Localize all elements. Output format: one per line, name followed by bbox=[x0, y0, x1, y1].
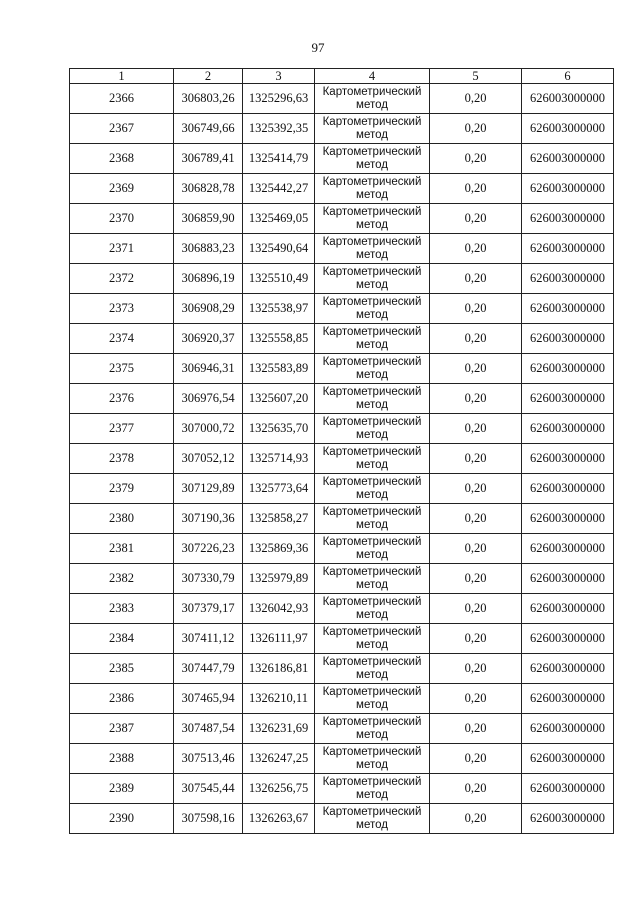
table-row bbox=[70, 804, 614, 834]
cell-code: 626003000000 bbox=[522, 174, 614, 204]
table-row bbox=[70, 144, 614, 174]
cell-accuracy: 0,20 bbox=[430, 294, 522, 324]
cell-y-coordinate: 1326111,97 bbox=[243, 624, 315, 654]
cell-accuracy: 0,20 bbox=[430, 264, 522, 294]
cell-code: 626003000000 bbox=[522, 654, 614, 684]
cell-code: 626003000000 bbox=[522, 774, 614, 804]
header-col-2: 2 bbox=[174, 69, 243, 84]
cell-code: 626003000000 bbox=[522, 714, 614, 744]
cell-accuracy: 0,20 bbox=[430, 624, 522, 654]
table-row bbox=[70, 624, 614, 654]
cell-method: Картометрический метод bbox=[315, 444, 430, 474]
cell-x-coordinate: 306976,54 bbox=[174, 384, 243, 414]
cell-method: Картометрический метод bbox=[315, 324, 430, 354]
table-row bbox=[70, 384, 614, 414]
cell-accuracy: 0,20 bbox=[430, 414, 522, 444]
cell-code: 626003000000 bbox=[522, 204, 614, 234]
cell-x-coordinate: 307545,44 bbox=[174, 774, 243, 804]
cell-method: Картометрический метод bbox=[315, 114, 430, 144]
cell-accuracy: 0,20 bbox=[430, 654, 522, 684]
cell-code: 626003000000 bbox=[522, 144, 614, 174]
header-col-1: 1 bbox=[70, 69, 174, 84]
cell-y-coordinate: 1325607,20 bbox=[243, 384, 315, 414]
cell-x-coordinate: 306896,19 bbox=[174, 264, 243, 294]
cell-method: Картометрический метод bbox=[315, 504, 430, 534]
cell-accuracy: 0,20 bbox=[430, 324, 522, 354]
table-row bbox=[70, 504, 614, 534]
table-row bbox=[70, 84, 614, 114]
cell-x-coordinate: 306883,23 bbox=[174, 234, 243, 264]
header-col-5: 5 bbox=[430, 69, 522, 84]
cell-code: 626003000000 bbox=[522, 594, 614, 624]
cell-x-coordinate: 306749,66 bbox=[174, 114, 243, 144]
cell-point-number: 2366 bbox=[70, 84, 174, 114]
cell-x-coordinate: 307447,79 bbox=[174, 654, 243, 684]
cell-y-coordinate: 1325469,05 bbox=[243, 204, 315, 234]
cell-point-number: 2374 bbox=[70, 324, 174, 354]
table-row bbox=[70, 744, 614, 774]
cell-accuracy: 0,20 bbox=[430, 744, 522, 774]
cell-y-coordinate: 1325442,27 bbox=[243, 174, 315, 204]
table-body bbox=[70, 84, 614, 834]
cell-x-coordinate: 307598,16 bbox=[174, 804, 243, 834]
cell-y-coordinate: 1325773,64 bbox=[243, 474, 315, 504]
table-row bbox=[70, 564, 614, 594]
coordinates-table bbox=[69, 68, 614, 834]
cell-y-coordinate: 1325583,89 bbox=[243, 354, 315, 384]
cell-method: Картометрический метод bbox=[315, 354, 430, 384]
cell-method: Картометрический метод bbox=[315, 774, 430, 804]
cell-accuracy: 0,20 bbox=[430, 84, 522, 114]
table-row bbox=[70, 294, 614, 324]
cell-method: Картометрический метод bbox=[315, 204, 430, 234]
cell-x-coordinate: 307190,36 bbox=[174, 504, 243, 534]
cell-code: 626003000000 bbox=[522, 234, 614, 264]
cell-y-coordinate: 1325510,49 bbox=[243, 264, 315, 294]
cell-method: Картометрический метод bbox=[315, 654, 430, 684]
cell-y-coordinate: 1325392,35 bbox=[243, 114, 315, 144]
cell-point-number: 2368 bbox=[70, 144, 174, 174]
cell-code: 626003000000 bbox=[522, 474, 614, 504]
cell-y-coordinate: 1326247,25 bbox=[243, 744, 315, 774]
cell-x-coordinate: 307513,46 bbox=[174, 744, 243, 774]
cell-x-coordinate: 307379,17 bbox=[174, 594, 243, 624]
cell-accuracy: 0,20 bbox=[430, 384, 522, 414]
header-row bbox=[70, 69, 614, 84]
cell-method: Картометрический метод bbox=[315, 264, 430, 294]
cell-point-number: 2379 bbox=[70, 474, 174, 504]
cell-x-coordinate: 307465,94 bbox=[174, 684, 243, 714]
cell-method: Картометрический метод bbox=[315, 294, 430, 324]
cell-code: 626003000000 bbox=[522, 414, 614, 444]
cell-method: Картометрический метод bbox=[315, 174, 430, 204]
table-row bbox=[70, 324, 614, 354]
cell-x-coordinate: 306859,90 bbox=[174, 204, 243, 234]
cell-code: 626003000000 bbox=[522, 534, 614, 564]
cell-code: 626003000000 bbox=[522, 114, 614, 144]
cell-method: Картометрический метод bbox=[315, 534, 430, 564]
cell-x-coordinate: 307129,89 bbox=[174, 474, 243, 504]
cell-code: 626003000000 bbox=[522, 804, 614, 834]
cell-y-coordinate: 1326256,75 bbox=[243, 774, 315, 804]
table-row bbox=[70, 264, 614, 294]
cell-x-coordinate: 307411,12 bbox=[174, 624, 243, 654]
cell-method: Картометрический метод bbox=[315, 684, 430, 714]
cell-code: 626003000000 bbox=[522, 324, 614, 354]
header-col-3: 3 bbox=[243, 69, 315, 84]
cell-y-coordinate: 1325635,70 bbox=[243, 414, 315, 444]
cell-accuracy: 0,20 bbox=[430, 504, 522, 534]
cell-point-number: 2373 bbox=[70, 294, 174, 324]
cell-accuracy: 0,20 bbox=[430, 444, 522, 474]
cell-accuracy: 0,20 bbox=[430, 564, 522, 594]
cell-point-number: 2383 bbox=[70, 594, 174, 624]
table-row bbox=[70, 114, 614, 144]
table-row bbox=[70, 594, 614, 624]
cell-accuracy: 0,20 bbox=[430, 204, 522, 234]
cell-x-coordinate: 306908,29 bbox=[174, 294, 243, 324]
cell-method: Картометрический метод bbox=[315, 714, 430, 744]
table-row bbox=[70, 444, 614, 474]
cell-point-number: 2372 bbox=[70, 264, 174, 294]
cell-method: Картометрический метод bbox=[315, 744, 430, 774]
table-header bbox=[70, 69, 614, 84]
cell-point-number: 2387 bbox=[70, 714, 174, 744]
cell-code: 626003000000 bbox=[522, 504, 614, 534]
table-row bbox=[70, 774, 614, 804]
cell-code: 626003000000 bbox=[522, 564, 614, 594]
cell-method: Картометрический метод bbox=[315, 474, 430, 504]
cell-y-coordinate: 1326231,69 bbox=[243, 714, 315, 744]
table-row bbox=[70, 534, 614, 564]
cell-method: Картометрический метод bbox=[315, 564, 430, 594]
cell-x-coordinate: 307052,12 bbox=[174, 444, 243, 474]
cell-y-coordinate: 1325979,89 bbox=[243, 564, 315, 594]
cell-point-number: 2370 bbox=[70, 204, 174, 234]
cell-point-number: 2382 bbox=[70, 564, 174, 594]
cell-point-number: 2384 bbox=[70, 624, 174, 654]
cell-code: 626003000000 bbox=[522, 744, 614, 774]
cell-accuracy: 0,20 bbox=[430, 534, 522, 564]
cell-point-number: 2385 bbox=[70, 654, 174, 684]
cell-x-coordinate: 307000,72 bbox=[174, 414, 243, 444]
cell-code: 626003000000 bbox=[522, 264, 614, 294]
cell-accuracy: 0,20 bbox=[430, 774, 522, 804]
cell-accuracy: 0,20 bbox=[430, 684, 522, 714]
table-row bbox=[70, 414, 614, 444]
cell-code: 626003000000 bbox=[522, 624, 614, 654]
cell-y-coordinate: 1325538,97 bbox=[243, 294, 315, 324]
cell-point-number: 2389 bbox=[70, 774, 174, 804]
cell-x-coordinate: 306789,41 bbox=[174, 144, 243, 174]
cell-y-coordinate: 1325858,27 bbox=[243, 504, 315, 534]
cell-accuracy: 0,20 bbox=[430, 144, 522, 174]
cell-y-coordinate: 1325558,85 bbox=[243, 324, 315, 354]
cell-point-number: 2381 bbox=[70, 534, 174, 564]
cell-accuracy: 0,20 bbox=[430, 714, 522, 744]
cell-x-coordinate: 306920,37 bbox=[174, 324, 243, 354]
cell-code: 626003000000 bbox=[522, 384, 614, 414]
cell-method: Картометрический метод bbox=[315, 384, 430, 414]
cell-point-number: 2378 bbox=[70, 444, 174, 474]
cell-y-coordinate: 1326210,11 bbox=[243, 684, 315, 714]
table-row bbox=[70, 204, 614, 234]
cell-point-number: 2369 bbox=[70, 174, 174, 204]
cell-method: Картометрический метод bbox=[315, 804, 430, 834]
cell-code: 626003000000 bbox=[522, 354, 614, 384]
header-col-4: 4 bbox=[315, 69, 430, 84]
cell-point-number: 2390 bbox=[70, 804, 174, 834]
cell-method: Картометрический метод bbox=[315, 594, 430, 624]
cell-accuracy: 0,20 bbox=[430, 804, 522, 834]
cell-method: Картометрический метод bbox=[315, 624, 430, 654]
cell-y-coordinate: 1325490,64 bbox=[243, 234, 315, 264]
cell-x-coordinate: 306828,78 bbox=[174, 174, 243, 204]
cell-y-coordinate: 1326263,67 bbox=[243, 804, 315, 834]
cell-x-coordinate: 307330,79 bbox=[174, 564, 243, 594]
cell-point-number: 2367 bbox=[70, 114, 174, 144]
cell-code: 626003000000 bbox=[522, 684, 614, 714]
cell-point-number: 2380 bbox=[70, 504, 174, 534]
cell-x-coordinate: 306946,31 bbox=[174, 354, 243, 384]
table-row bbox=[70, 474, 614, 504]
cell-y-coordinate: 1326042,93 bbox=[243, 594, 315, 624]
cell-accuracy: 0,20 bbox=[430, 594, 522, 624]
cell-point-number: 2388 bbox=[70, 744, 174, 774]
cell-accuracy: 0,20 bbox=[430, 174, 522, 204]
table-row bbox=[70, 234, 614, 264]
header-col-6: 6 bbox=[522, 69, 614, 84]
cell-x-coordinate: 307487,54 bbox=[174, 714, 243, 744]
page-number: 97 bbox=[311, 40, 325, 55]
cell-method: Картометрический метод bbox=[315, 234, 430, 264]
cell-method: Картометрический метод bbox=[315, 84, 430, 114]
cell-code: 626003000000 bbox=[522, 444, 614, 474]
cell-y-coordinate: 1325414,79 bbox=[243, 144, 315, 174]
table-row bbox=[70, 354, 614, 384]
cell-x-coordinate: 306803,26 bbox=[174, 84, 243, 114]
table-row bbox=[70, 714, 614, 744]
cell-point-number: 2375 bbox=[70, 354, 174, 384]
cell-y-coordinate: 1325714,93 bbox=[243, 444, 315, 474]
cell-x-coordinate: 307226,23 bbox=[174, 534, 243, 564]
cell-y-coordinate: 1325869,36 bbox=[243, 534, 315, 564]
table-row bbox=[70, 174, 614, 204]
cell-accuracy: 0,20 bbox=[430, 474, 522, 504]
cell-accuracy: 0,20 bbox=[430, 354, 522, 384]
table-row bbox=[70, 654, 614, 684]
cell-accuracy: 0,20 bbox=[430, 234, 522, 264]
cell-code: 626003000000 bbox=[522, 84, 614, 114]
cell-method: Картометрический метод bbox=[315, 414, 430, 444]
cell-method: Картометрический метод bbox=[315, 144, 430, 174]
cell-accuracy: 0,20 bbox=[430, 114, 522, 144]
cell-point-number: 2386 bbox=[70, 684, 174, 714]
cell-point-number: 2376 bbox=[70, 384, 174, 414]
cell-y-coordinate: 1326186,81 bbox=[243, 654, 315, 684]
table-row bbox=[70, 684, 614, 714]
cell-point-number: 2371 bbox=[70, 234, 174, 264]
cell-y-coordinate: 1325296,63 bbox=[243, 84, 315, 114]
cell-code: 626003000000 bbox=[522, 294, 614, 324]
cell-point-number: 2377 bbox=[70, 414, 174, 444]
